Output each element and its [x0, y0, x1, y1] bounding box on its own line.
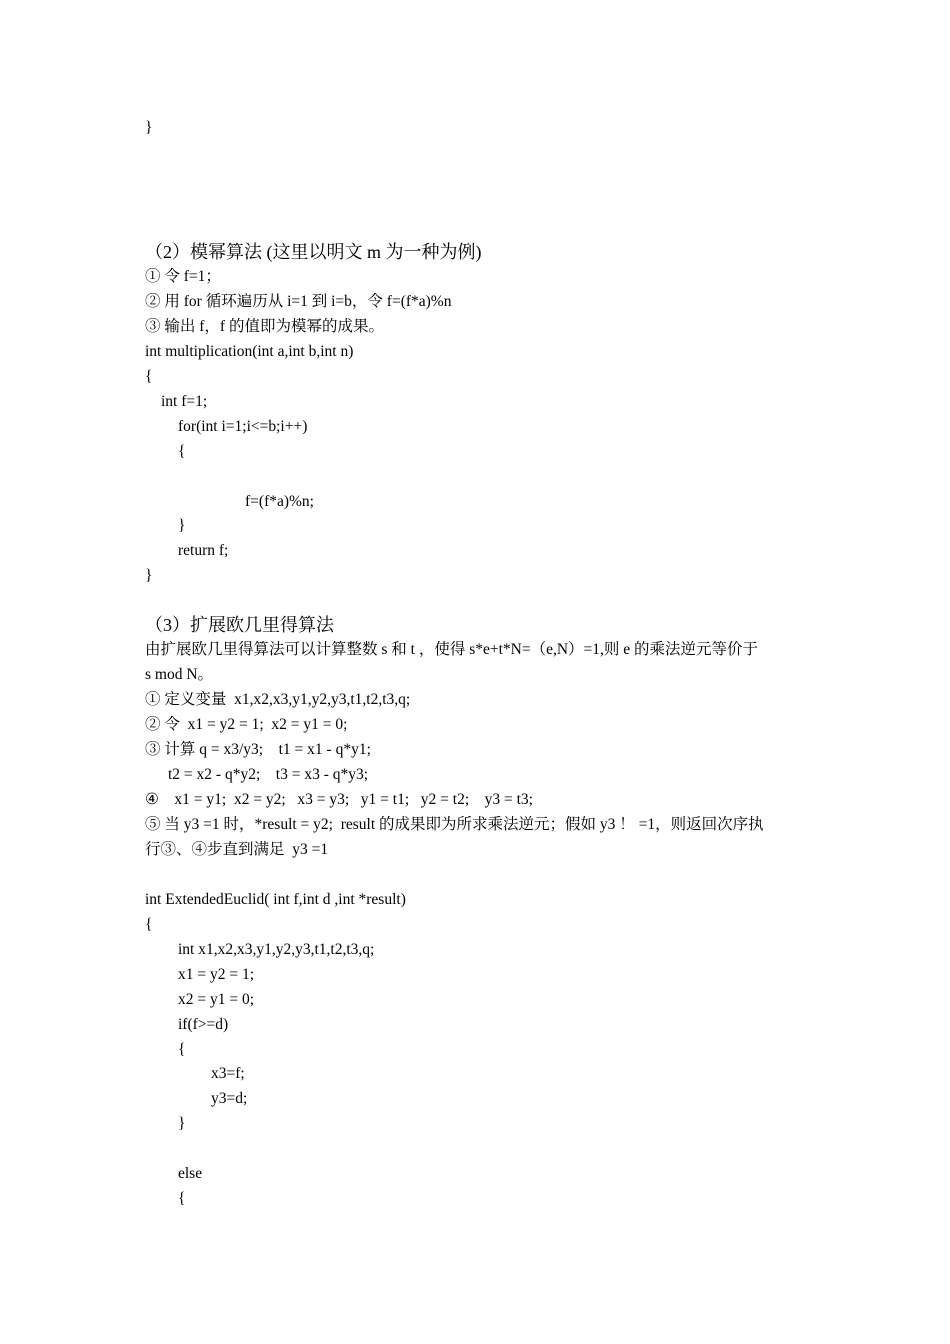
step-line: t2 = x2 - q*y2; t3 = x3 - q*y3;: [168, 766, 369, 783]
step-line: ④ x1 = y1; x2 = y2; x3 = y3; y1 = t1; y2 = t2; y3 = t3;: [145, 791, 533, 808]
code-line: }: [145, 567, 153, 584]
step-line: ⑤ 当 y3 =1 时，*result = y2; result 的成果即为所求乘法逆元；假如 y3 ！ =1，则返回次序执: [145, 816, 764, 833]
code-line: }: [145, 119, 153, 136]
code-line: x3=f;: [211, 1065, 245, 1082]
step-line: ① 令 f=1；: [145, 268, 221, 285]
code-line: f=(f*a)%n;: [245, 493, 314, 510]
paragraph-line: 由扩展欧几里得算法可以计算整数 s 和 t ，使得 s*e+t*N=（e,N）=1,则 e 的乘法逆元等价于: [145, 641, 759, 658]
code-line: x1 = y2 = 1;: [178, 966, 255, 983]
section-heading-extended-euclid: （3）扩展欧几里得算法: [145, 615, 334, 635]
section-heading-modular-exponentiation: （2）模幂算法 (这里以明文 m 为一种为例): [145, 242, 482, 262]
code-line: {: [145, 916, 153, 933]
code-line: y3=d;: [211, 1090, 248, 1107]
code-line: else: [178, 1165, 203, 1182]
step-line: ③ 计算 q = x3/y3; t1 = x1 - q*y1;: [145, 741, 371, 758]
step-line: 行③、④步直到满足 y3 =1: [145, 841, 329, 858]
step-line: ② 用 for 循环遍历从 i=1 到 i=b，令 f=(f*a)%n: [145, 293, 452, 310]
step-line: ③ 输出 f，f 的值即为模幂的成果。: [145, 318, 384, 335]
code-line: {: [178, 1041, 186, 1058]
code-line: int x1,x2,x3,y1,y2,y3,t1,t2,t3,q;: [178, 941, 375, 958]
code-line: x2 = y1 = 0;: [178, 991, 255, 1008]
code-line: }: [178, 517, 186, 534]
code-line: {: [178, 443, 186, 460]
code-line: {: [145, 368, 153, 385]
code-line: return f;: [178, 542, 229, 559]
step-line: ① 定义变量 x1,x2,x3,y1,y2,y3,t1,t2,t3,q;: [145, 691, 411, 708]
code-line: int multiplication(int a,int b,int n): [145, 343, 354, 360]
code-line: {: [178, 1190, 186, 1207]
code-line: }: [178, 1115, 186, 1132]
code-line: if(f>=d): [178, 1016, 229, 1033]
step-line: ② 令 x1 = y2 = 1; x2 = y1 = 0;: [145, 716, 348, 733]
paragraph-line: s mod N。: [145, 666, 214, 683]
code-line: for(int i=1;i<=b;i++): [178, 418, 308, 435]
code-line: int f=1;: [161, 393, 208, 410]
code-line: int ExtendedEuclid( int f,int d ,int *result): [145, 891, 406, 908]
